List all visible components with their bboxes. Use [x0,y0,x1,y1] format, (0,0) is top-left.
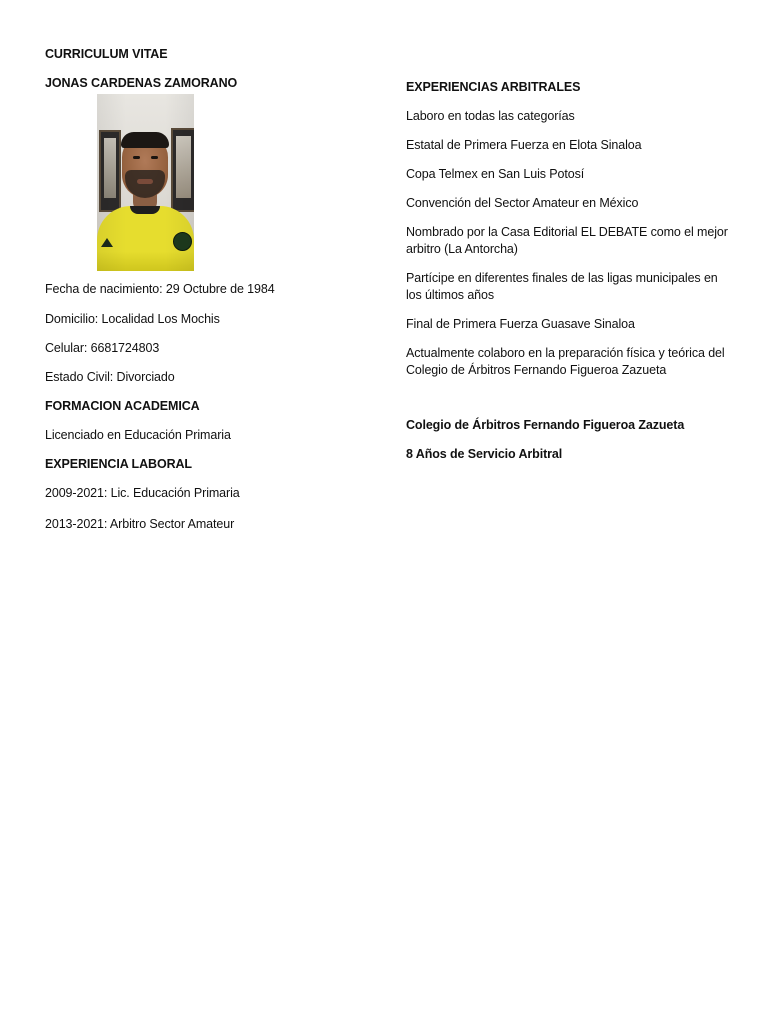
left-column [45,46,365,533]
refereeing-item: Convención del Sector Amateur en México [406,196,639,210]
work-item: 2013-2021: Arbitro Sector Amateur [45,517,235,531]
refereeing-item: Final de Primera Fuerza Guasave Sinaloa [406,317,635,331]
work-item: 2009-2021: Lic. Educación Primaria [45,486,240,500]
refereeing-item: Estatal de Primera Fuerza en Elota Sinaloa [406,138,642,152]
education-degree: Licenciado en Educación Primaria [45,428,231,442]
refereeing-item: Actualmente colaboro en la preparación física y teórica del Colegio de Árbitros Fernando Figueroa Zazueta [406,346,725,377]
refereeing-item: Partícipe en diferentes finales de las ligas municipales en los últimos años [406,271,718,302]
refereeing-experience-heading: EXPERIENCIAS ARBITRALES [406,80,581,94]
civil-status: Estado Civil: Divorciado [45,370,175,384]
refereeing-item: Laboro en todas las categorías [406,109,575,123]
refereeing-item: Nombrado por la Casa Editorial EL DEBATE como el mejor arbitro (La Antorcha) [406,225,728,256]
document-title: CURRICULUM VITAE [45,47,168,61]
work-experience-heading: EXPERIENCIA LABORAL [45,457,192,471]
referee-college: Colegio de Árbitros Fernando Figueroa Zazueta [406,418,685,432]
profile-photo [97,94,194,271]
candidate-name: JONAS CARDENAS ZAMORANO [45,76,238,90]
refereeing-item: Copa Telmex en San Luis Potosí [406,167,585,181]
birth-date: Fecha de nacimiento: 29 Octubre de 1984 [45,282,275,296]
years-of-service: 8 Años de Servicio Arbitral [406,447,563,461]
right-column [406,79,736,463]
address: Domicilio: Localidad Los Mochis [45,312,220,326]
education-heading: FORMACION ACADEMICA [45,399,200,413]
phone-number: Celular: 6681724803 [45,341,160,355]
